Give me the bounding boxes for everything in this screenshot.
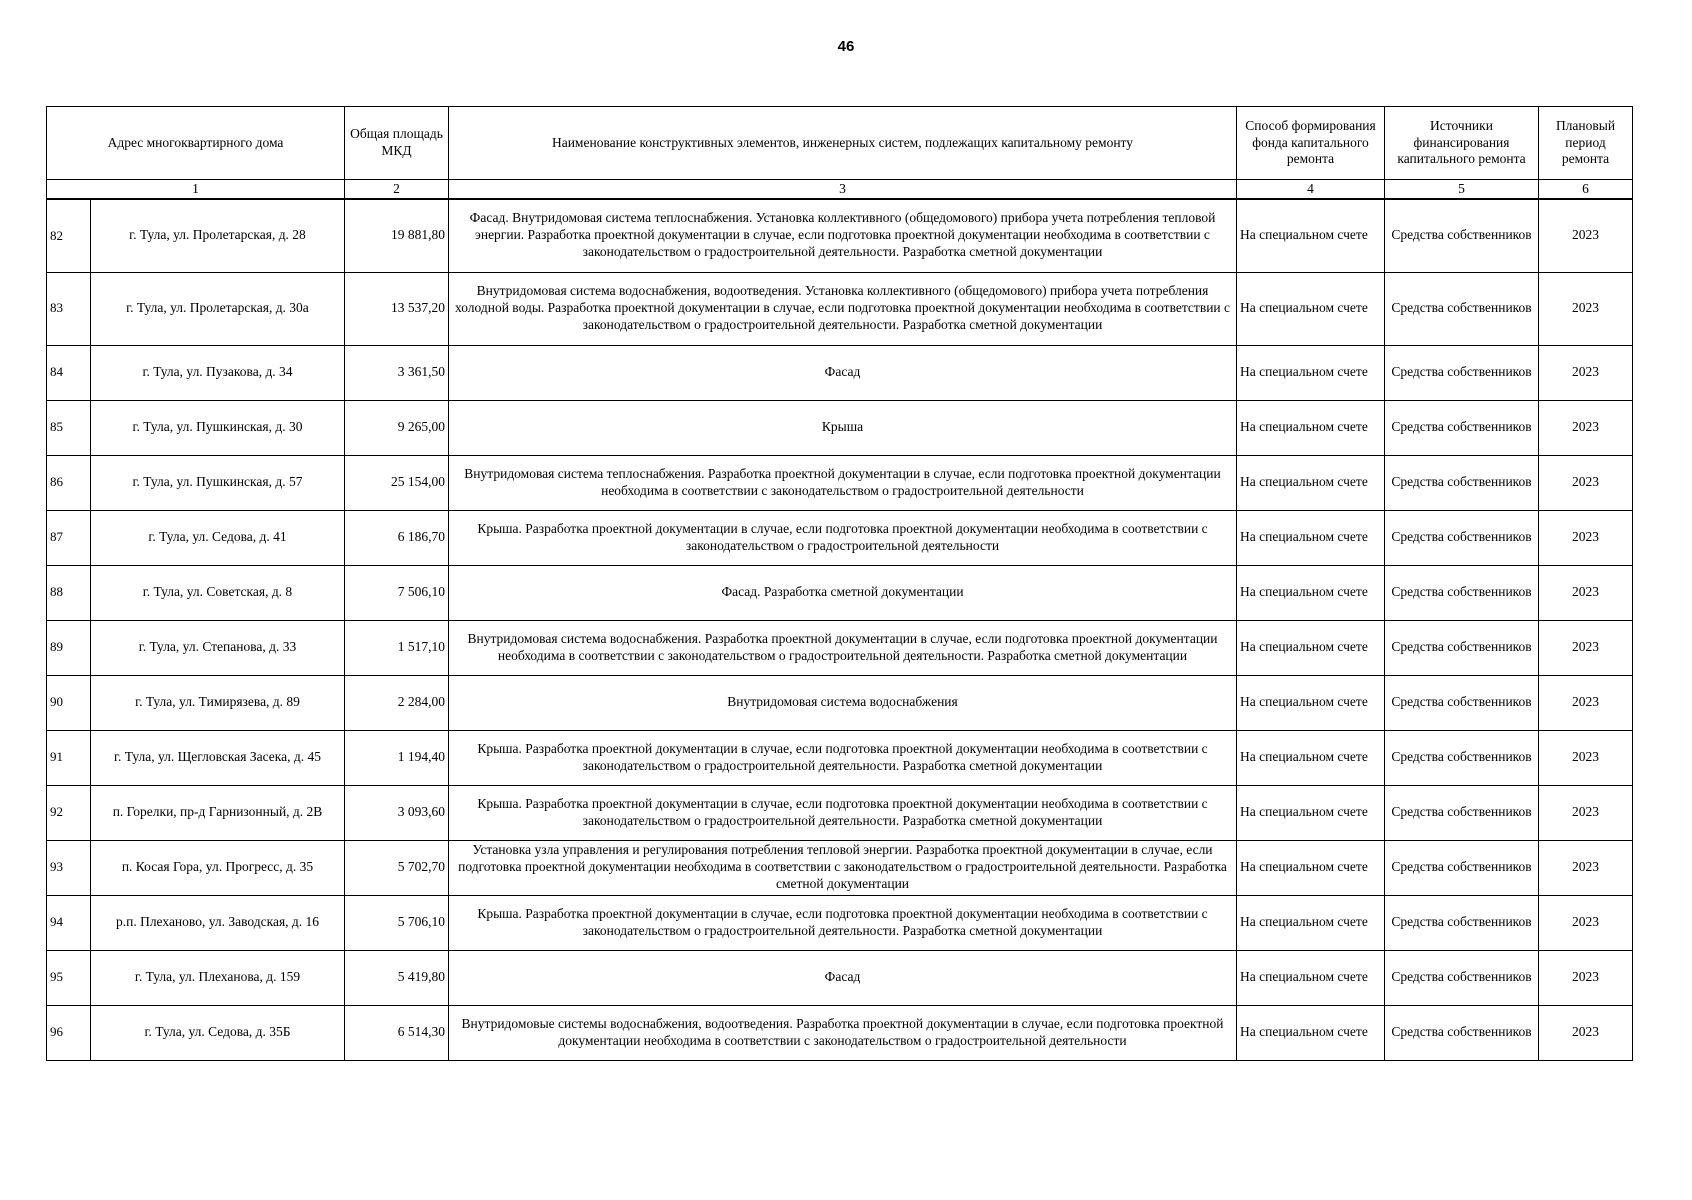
method-cell: На специальном счете xyxy=(1237,675,1385,730)
table-row xyxy=(47,840,1633,895)
source-cell: Средства собственников xyxy=(1385,895,1539,950)
area-cell: 6 514,30 xyxy=(345,1005,449,1060)
row-number: 83 xyxy=(47,272,91,345)
table-row xyxy=(47,400,1633,455)
source-cell: Средства собственников xyxy=(1385,272,1539,345)
row-number: 93 xyxy=(47,840,91,895)
header-area: Общая площадь МКД xyxy=(345,107,449,180)
row-number: 95 xyxy=(47,950,91,1005)
source-cell: Средства собственников xyxy=(1385,840,1539,895)
source-cell: Средства собственников xyxy=(1385,455,1539,510)
period-cell: 2023 xyxy=(1539,455,1633,510)
area-cell: 5 419,80 xyxy=(345,950,449,1005)
area-cell: 3 361,50 xyxy=(345,345,449,400)
column-number: 2 xyxy=(345,180,449,200)
works-cell: Крыша xyxy=(449,400,1237,455)
period-cell: 2023 xyxy=(1539,199,1633,272)
source-cell: Средства собственников xyxy=(1385,565,1539,620)
table-row xyxy=(47,455,1633,510)
source-cell: Средства собственников xyxy=(1385,1005,1539,1060)
row-number: 88 xyxy=(47,565,91,620)
source-cell: Средства собственников xyxy=(1385,345,1539,400)
method-cell: На специальном счете xyxy=(1237,510,1385,565)
capital-repair-table xyxy=(46,106,1633,1061)
page-number: 46 xyxy=(837,38,855,55)
address-cell: г. Тула, ул. Тимирязева, д. 89 xyxy=(91,675,345,730)
method-cell: На специальном счете xyxy=(1237,345,1385,400)
area-cell: 6 186,70 xyxy=(345,510,449,565)
column-number: 1 xyxy=(47,180,345,200)
period-cell: 2023 xyxy=(1539,840,1633,895)
table-row xyxy=(47,199,1633,272)
source-cell: Средства собственников xyxy=(1385,950,1539,1005)
period-cell: 2023 xyxy=(1539,510,1633,565)
area-cell: 1 517,10 xyxy=(345,620,449,675)
address-cell: г. Тула, ул. Пузакова, д. 34 xyxy=(91,345,345,400)
source-cell: Средства собственников xyxy=(1385,675,1539,730)
row-number: 84 xyxy=(47,345,91,400)
table-row xyxy=(47,675,1633,730)
area-cell: 7 506,10 xyxy=(345,565,449,620)
method-cell: На специальном счете xyxy=(1237,455,1385,510)
table-row xyxy=(47,785,1633,840)
row-number: 89 xyxy=(47,620,91,675)
column-number: 5 xyxy=(1385,180,1539,200)
method-cell: На специальном счете xyxy=(1237,950,1385,1005)
works-cell: Крыша. Разработка проектной документации в случае, если подготовка проектной документации необходима в соответствии с законодательством о градостроительной деятельности. Разработка сметной документации xyxy=(449,785,1237,840)
table-row xyxy=(47,510,1633,565)
table-row xyxy=(47,620,1633,675)
address-cell: п. Горелки, пр-д Гарнизонный, д. 2В xyxy=(91,785,345,840)
period-cell: 2023 xyxy=(1539,785,1633,840)
table-row xyxy=(47,345,1633,400)
row-number: 85 xyxy=(47,400,91,455)
works-cell: Фасад. Разработка сметной документации xyxy=(449,565,1237,620)
method-cell: На специальном счете xyxy=(1237,272,1385,345)
method-cell: На специальном счете xyxy=(1237,565,1385,620)
table-row xyxy=(47,1005,1633,1060)
address-cell: г. Тула, ул. Пролетарская, д. 30а xyxy=(91,272,345,345)
table-row xyxy=(47,730,1633,785)
method-cell: На специальном счете xyxy=(1237,400,1385,455)
period-cell: 2023 xyxy=(1539,345,1633,400)
works-cell: Крыша. Разработка проектной документации в случае, если подготовка проектной документации необходима в соответствии с законодательством о градостроительной деятельности. Разработка сметной документации xyxy=(449,730,1237,785)
source-cell: Средства собственников xyxy=(1385,620,1539,675)
header-period: Плановый период ремонта xyxy=(1539,107,1633,180)
source-cell: Средства собственников xyxy=(1385,510,1539,565)
period-cell: 2023 xyxy=(1539,730,1633,785)
works-cell: Установка узла управления и регулирования потребления тепловой энергии. Разработка проектной документации в случае, если подготовка проектной документации необходима в соответствии с законодательством о градостроительной деятельности. Разработка сметной документации xyxy=(449,840,1237,895)
column-number: 3 xyxy=(449,180,1237,200)
area-cell: 25 154,00 xyxy=(345,455,449,510)
works-cell: Внутридомовые системы водоснабжения, водоотведения. Разработка проектной документации в случае, если подготовка проектной документации необходима в соответствии с законодательством о градостроительной деятельности xyxy=(449,1005,1237,1060)
table-row xyxy=(47,895,1633,950)
works-cell: Внутридомовая система водоснабжения. Разработка проектной документации в случае, если подготовка проектной документации необходима в соответствии с законодательством о градостроительной деятельности. Разработка сметной документации xyxy=(449,620,1237,675)
period-cell: 2023 xyxy=(1539,565,1633,620)
table-body xyxy=(47,199,1633,1060)
address-cell: г. Тула, ул. Советская, д. 8 xyxy=(91,565,345,620)
method-cell: На специальном счете xyxy=(1237,199,1385,272)
method-cell: На специальном счете xyxy=(1237,620,1385,675)
period-cell: 2023 xyxy=(1539,272,1633,345)
works-cell: Фасад xyxy=(449,950,1237,1005)
address-cell: г. Тула, ул. Степанова, д. 33 xyxy=(91,620,345,675)
method-cell: На специальном счете xyxy=(1237,730,1385,785)
address-cell: г. Тула, ул. Седова, д. 41 xyxy=(91,510,345,565)
table-row xyxy=(47,272,1633,345)
source-cell: Средства собственников xyxy=(1385,199,1539,272)
method-cell: На специальном счете xyxy=(1237,895,1385,950)
period-cell: 2023 xyxy=(1539,400,1633,455)
address-cell: г. Тула, ул. Щегловская Засека, д. 45 xyxy=(91,730,345,785)
row-number: 96 xyxy=(47,1005,91,1060)
table-row xyxy=(47,950,1633,1005)
period-cell: 2023 xyxy=(1539,620,1633,675)
address-cell: г. Тула, ул. Пролетарская, д. 28 xyxy=(91,199,345,272)
address-cell: г. Тула, ул. Плеханова, д. 159 xyxy=(91,950,345,1005)
works-cell: Внутридомовая система водоснабжения xyxy=(449,675,1237,730)
works-cell: Фасад. Внутридомовая система теплоснабжения. Установка коллективного (общедомового) прибора учета потребления тепловой энергии. Разработка проектной документации в случае, если подготовка проектной документации необходима в соответствии с законодательством о градостроительной деятельности. Разработка сметной документации xyxy=(449,199,1237,272)
method-cell: На специальном счете xyxy=(1237,785,1385,840)
row-number: 92 xyxy=(47,785,91,840)
address-cell: г. Тула, ул. Седова, д. 35Б xyxy=(91,1005,345,1060)
header-source: Источники финансирования капитального ремонта xyxy=(1385,107,1539,180)
works-cell: Внутридомовая система водоснабжения, водоотведения. Установка коллективного (общедомового) прибора учета потребления холодной воды. Разработка проектной документации в случае, если подготовка проектной документации необходима в соответствии с законодательством о градостроительной деятельности. Разработка сметной документации xyxy=(449,272,1237,345)
area-cell: 3 093,60 xyxy=(345,785,449,840)
period-cell: 2023 xyxy=(1539,675,1633,730)
row-number: 90 xyxy=(47,675,91,730)
column-number: 6 xyxy=(1539,180,1633,200)
area-cell: 5 702,70 xyxy=(345,840,449,895)
row-number: 86 xyxy=(47,455,91,510)
works-cell: Крыша. Разработка проектной документации в случае, если подготовка проектной документации необходима в соответствии с законодательством о градостроительной деятельности xyxy=(449,510,1237,565)
works-cell: Внутридомовая система теплоснабжения. Разработка проектной документации в случае, если подготовка проектной документации необходима в соответствии с законодательством о градостроительной деятельности xyxy=(449,455,1237,510)
works-cell: Крыша. Разработка проектной документации в случае, если подготовка проектной документации необходима в соответствии с законодательством о градостроительной деятельности. Разработка сметной документации xyxy=(449,895,1237,950)
area-cell: 2 284,00 xyxy=(345,675,449,730)
source-cell: Средства собственников xyxy=(1385,400,1539,455)
header-works: Наименование конструктивных элементов, инженерных систем, подлежащих капитальному ремонту xyxy=(449,107,1237,180)
area-cell: 5 706,10 xyxy=(345,895,449,950)
table-row xyxy=(47,565,1633,620)
address-cell: р.п. Плеханово, ул. Заводская, д. 16 xyxy=(91,895,345,950)
header-method: Способ формирования фонда капитального ремонта xyxy=(1237,107,1385,180)
address-cell: г. Тула, ул. Пушкинская, д. 30 xyxy=(91,400,345,455)
row-number: 82 xyxy=(47,199,91,272)
address-cell: п. Косая Гора, ул. Прогресс, д. 35 xyxy=(91,840,345,895)
header-address: Адрес многоквартирного дома xyxy=(47,107,345,180)
source-cell: Средства собственников xyxy=(1385,785,1539,840)
area-cell: 13 537,20 xyxy=(345,272,449,345)
address-cell: г. Тула, ул. Пушкинская, д. 57 xyxy=(91,455,345,510)
row-number: 87 xyxy=(47,510,91,565)
source-cell: Средства собственников xyxy=(1385,730,1539,785)
area-cell: 1 194,40 xyxy=(345,730,449,785)
method-cell: На специальном счете xyxy=(1237,1005,1385,1060)
area-cell: 9 265,00 xyxy=(345,400,449,455)
column-number: 4 xyxy=(1237,180,1385,200)
area-cell: 19 881,80 xyxy=(345,199,449,272)
row-number: 91 xyxy=(47,730,91,785)
row-number: 94 xyxy=(47,895,91,950)
works-cell: Фасад xyxy=(449,345,1237,400)
period-cell: 2023 xyxy=(1539,950,1633,1005)
period-cell: 2023 xyxy=(1539,1005,1633,1060)
period-cell: 2023 xyxy=(1539,895,1633,950)
method-cell: На специальном счете xyxy=(1237,840,1385,895)
